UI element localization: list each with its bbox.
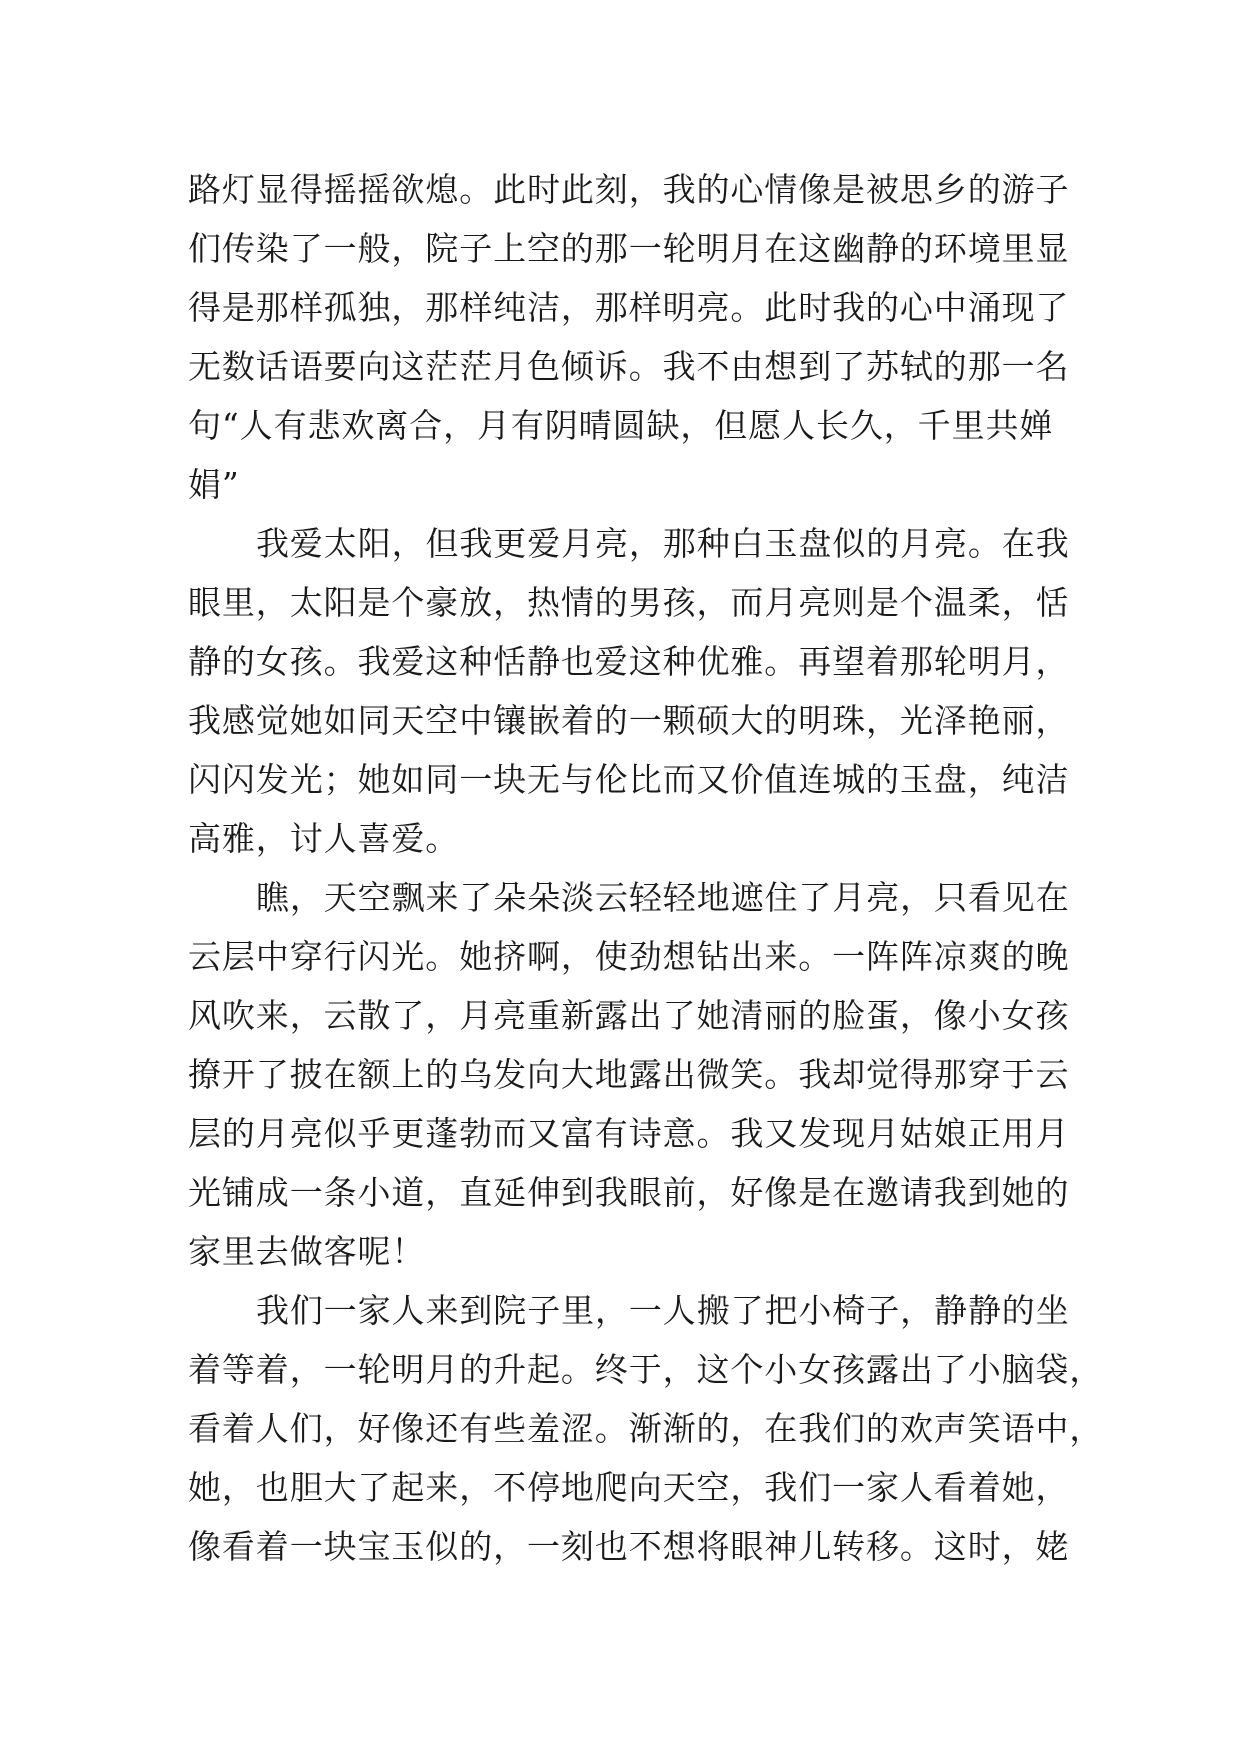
text-line: 光铺成一条小道，直延伸到我眼前，好像是在邀请我到她的	[188, 1173, 1070, 1212]
text-line: 句“人有悲欢离合，月有阴晴圆缺，但愿人长久，千里共婵	[188, 406, 1054, 445]
text-line: 云层中穿行闪光。她挤啊，使劲想钻出来。一阵阵凉爽的晚	[188, 937, 1070, 976]
paragraph-first-line: 我们一家人来到院子里，一人搬了把小椅子，静静的坐	[256, 1291, 1070, 1330]
text-line: 得是那样孤独，那样纯洁，那样明亮。此时我的心中涌现了	[188, 288, 1070, 327]
text-line: 层的月亮似乎更蓬勃而又富有诗意。我又发现月姑娘正用月	[188, 1114, 1070, 1153]
text-line: 闪闪发光；她如同一块无与伦比而又价值连城的玉盘，纯洁	[188, 760, 1070, 799]
text-line: 娟”	[188, 465, 240, 504]
text-line: 路灯显得摇摇欲熄。此时此刻，我的心情像是被思乡的游子	[188, 170, 1070, 209]
text-line: 我感觉她如同天空中镶嵌着的一颗硕大的明珠，光泽艳丽，	[188, 701, 1070, 740]
paragraph-first-line: 我爱太阳，但我更爱月亮，那种白玉盘似的月亮。在我	[256, 524, 1070, 563]
text-line: 她，也胆大了起来，不停地爬向天空，我们一家人看着她，	[188, 1468, 1070, 1507]
text-line: 看着人们，好像还有些羞涩。渐渐的，在我们的欢声笑语中，	[188, 1409, 1104, 1448]
text-line: 风吹来，云散了，月亮重新露出了她清丽的脸蛋，像小女孩	[188, 996, 1070, 1035]
text-line: 静的女孩。我爱这种恬静也爱这种优雅。再望着那轮明月，	[188, 642, 1070, 681]
text-line: 眼里，太阳是个豪放，热情的男孩，而月亮则是个温柔，恬	[188, 583, 1070, 622]
paragraph-first-line: 瞧，天空飘来了朵朵淡云轻轻地遮住了月亮，只看见在	[256, 878, 1070, 917]
essay-body	[188, 160, 1104, 1576]
text-line: 家里去做客呢！	[188, 1232, 426, 1271]
text-line: 无数话语要向这茫茫月色倾诉。我不由想到了苏轼的那一名	[188, 347, 1070, 386]
text-line: 着等着，一轮明月的升起。终于，这个小女孩露出了小脑袋，	[188, 1350, 1104, 1389]
text-line: 高雅，讨人喜爱。	[188, 819, 460, 858]
text-line: 们传染了一般，院子上空的那一轮明月在这幽静的环境里显	[188, 229, 1070, 268]
text-line: 撩开了披在额上的乌发向大地露出微笑。我却觉得那穿于云	[188, 1055, 1070, 1094]
text-line: 像看着一块宝玉似的，一刻也不想将眼神儿转移。这时，姥	[188, 1527, 1070, 1566]
